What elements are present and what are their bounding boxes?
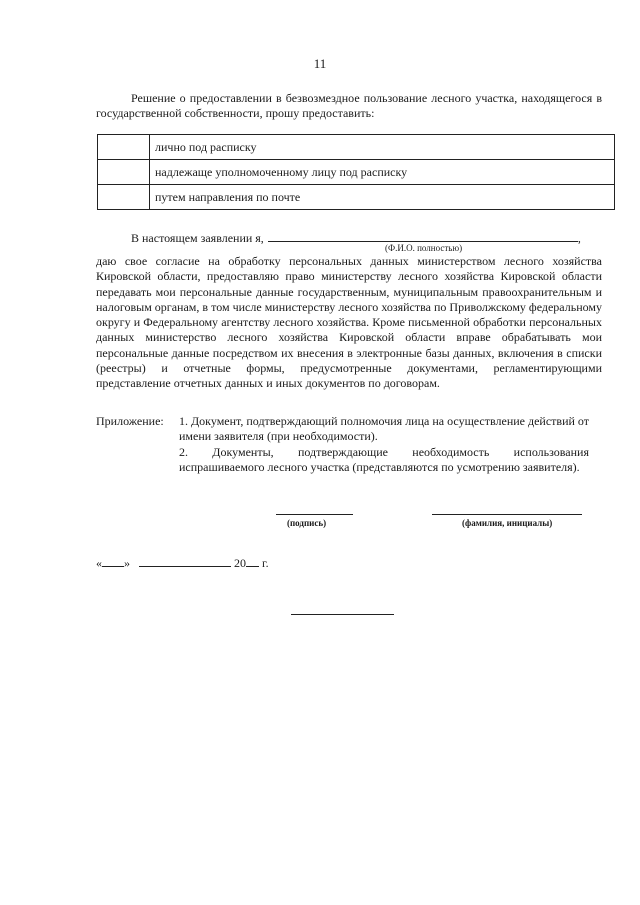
page-number: 11 bbox=[313, 56, 327, 71]
attachments-label: Приложение: bbox=[96, 414, 164, 428]
delivery-option-checkbox[interactable] bbox=[98, 185, 150, 210]
attachment-item: 2. Документы, подтверждающие необходимость использования испрашиваемого лесного участка (представляются по усмотрению заявителя). bbox=[179, 445, 589, 475]
day-field[interactable] bbox=[102, 556, 124, 567]
delivery-option-label: путем направления по почте bbox=[150, 185, 615, 210]
year-field[interactable] bbox=[246, 556, 259, 567]
date-open-quote: « bbox=[96, 556, 102, 570]
delivery-options-table bbox=[97, 134, 615, 210]
date-close-quote: » bbox=[124, 556, 130, 570]
date-row bbox=[96, 556, 269, 571]
consent-trailing-comma: , bbox=[577, 231, 581, 245]
attachment-item: 1. Документ, подтверждающий полномочия лица на осуществление действий от имени заявителя (при необходимости). bbox=[179, 414, 590, 444]
fio-field[interactable] bbox=[268, 230, 578, 242]
delivery-option-row bbox=[98, 160, 615, 185]
end-rule bbox=[291, 614, 394, 615]
delivery-option-row bbox=[98, 135, 615, 160]
name-line[interactable] bbox=[432, 514, 582, 515]
signature-caption: (подпись) bbox=[287, 518, 327, 528]
year-prefix: 20 bbox=[234, 556, 246, 570]
consent-paragraph: даю свое согласие на обработку персональных данных министерством лесного хозяйства Кировской области, предоставляю право министерству лесного хозяйства Кировской области передавать мои персональные данные государственным, муниципальным правоохранительным и налоговым органам, в том числе министерству лесного хозяйства по Приволжскому федеральному округу и Федеральному агентству лесного хозяйства. Кроме письменной обработки персональных данных министерство лесного хозяйства Кировской области вправе обрабатывать мои персональные данные посредством их внесения в электронные базы данных, включения в списки (реестры) и отчетные формы, предусмотренные документами, регламентирующими представление отчетных данных и иных документов по договорам. bbox=[96, 254, 602, 391]
intro-paragraph: Решение о предоставлении в безвозмездное пользование лесного участка, находящегося в государственной собственности, прошу предоставить: bbox=[96, 91, 602, 121]
delivery-option-checkbox[interactable] bbox=[98, 160, 150, 185]
delivery-option-label: надлежаще уполномоченному лицу под расписку bbox=[150, 160, 615, 185]
fio-hint: (Ф.И.О. полностью) bbox=[385, 243, 463, 253]
signature-line[interactable] bbox=[276, 514, 353, 515]
delivery-option-checkbox[interactable] bbox=[98, 135, 150, 160]
delivery-option-row bbox=[98, 185, 615, 210]
year-suffix: г. bbox=[262, 556, 269, 570]
delivery-option-label: лично под расписку bbox=[150, 135, 615, 160]
name-caption: (фамилия, инициалы) bbox=[462, 518, 553, 528]
consent-name-row bbox=[131, 230, 581, 246]
month-field[interactable] bbox=[139, 556, 231, 567]
consent-lead: В настоящем заявлении я, bbox=[131, 231, 264, 245]
